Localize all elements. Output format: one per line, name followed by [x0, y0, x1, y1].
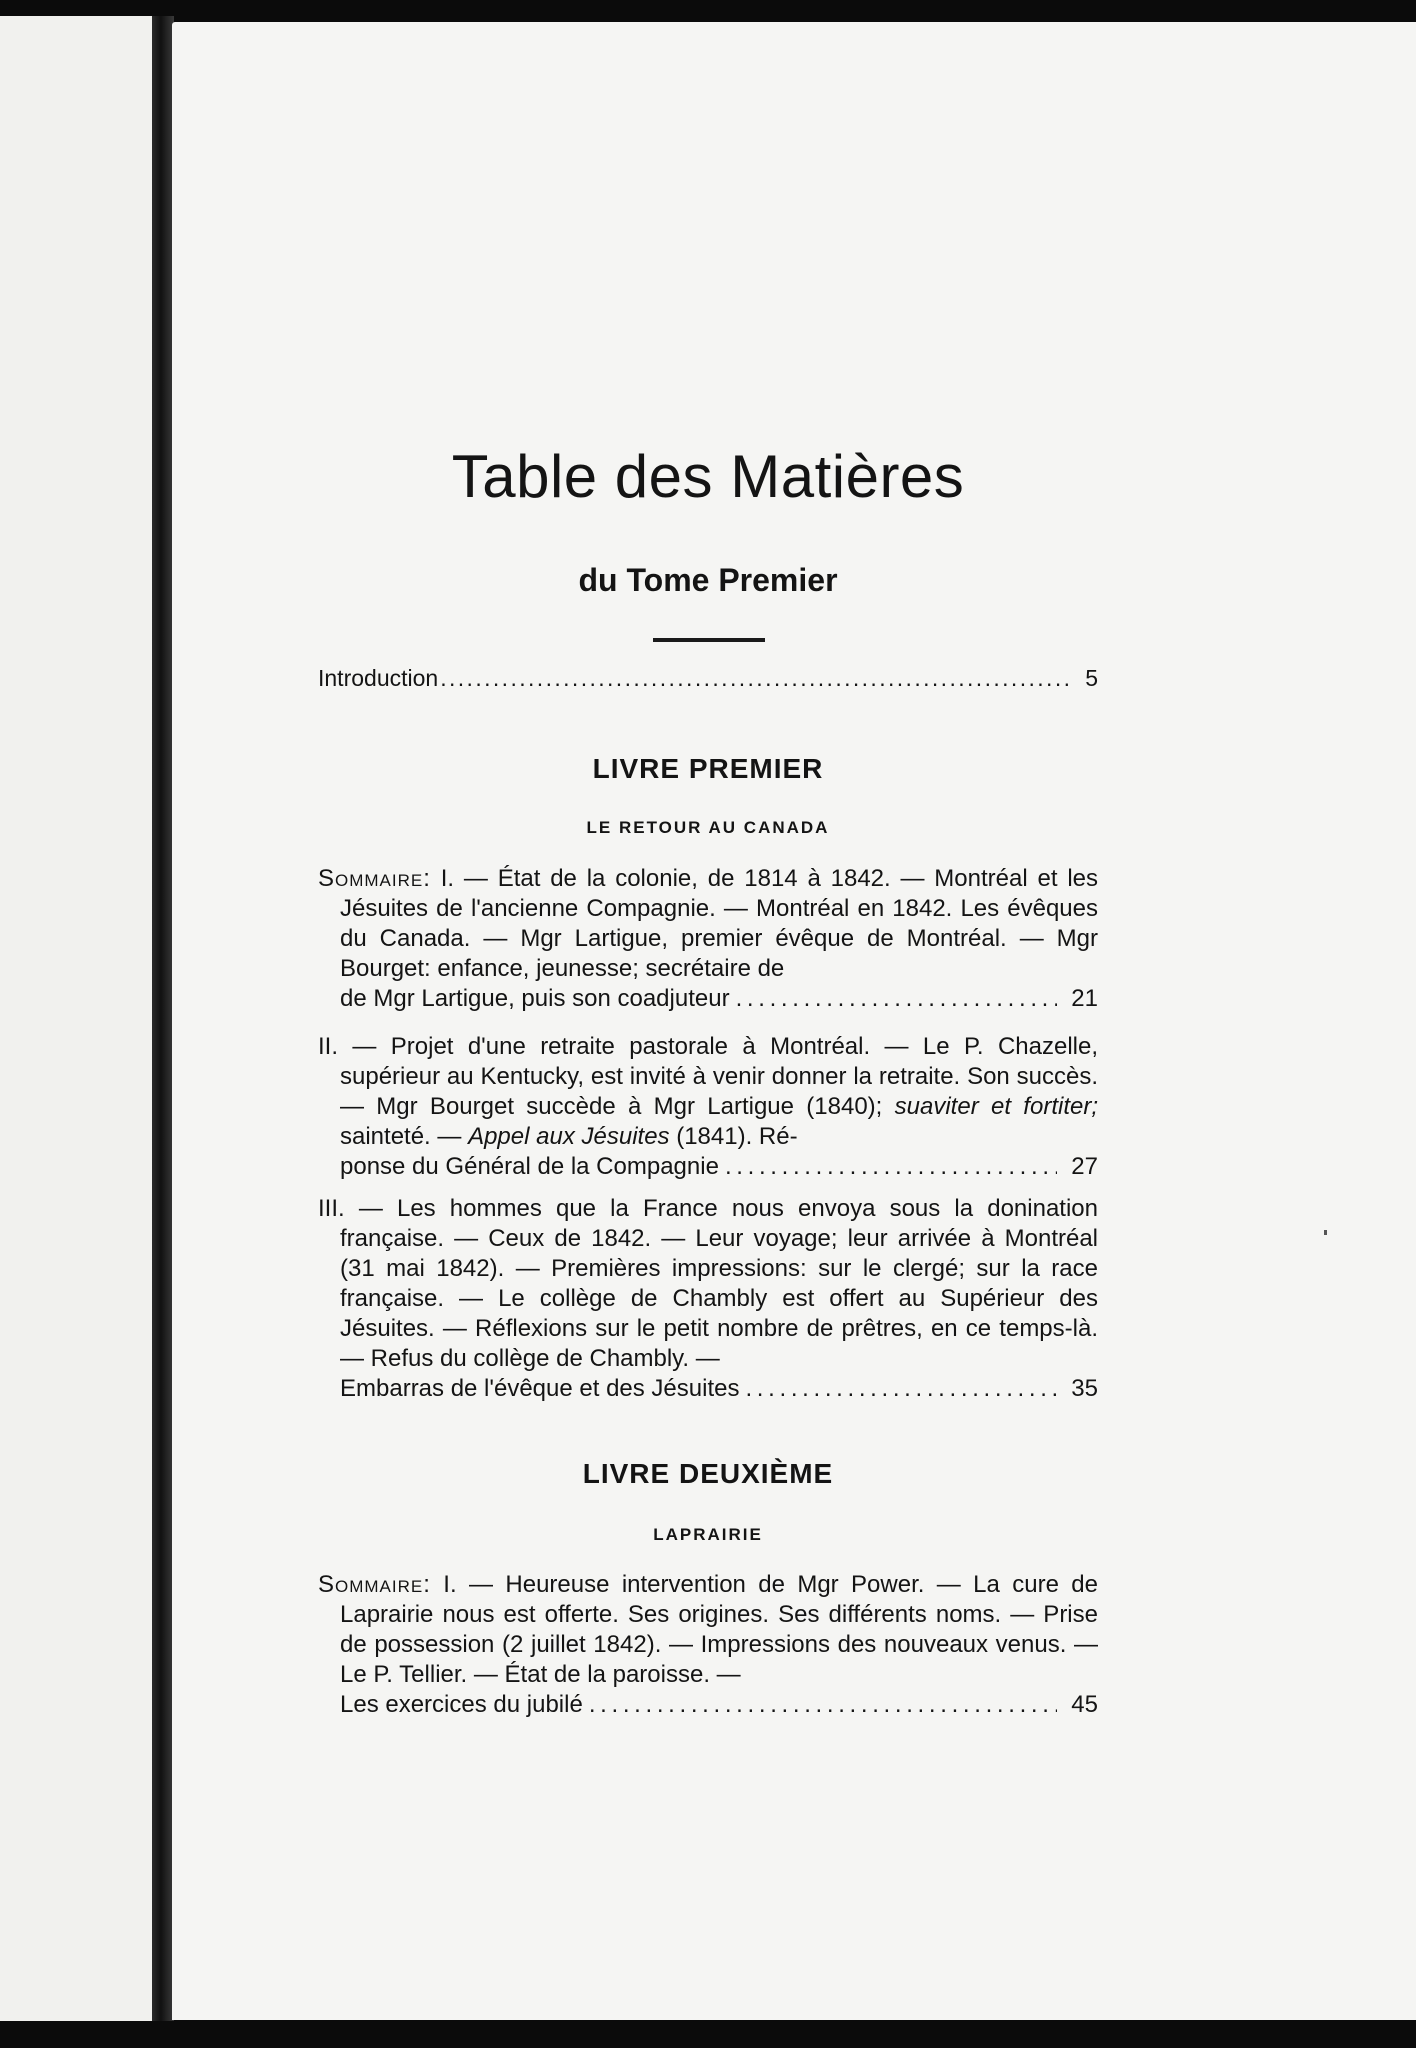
toc-page-number: 35: [1071, 1375, 1098, 1402]
entry-tail: [340, 1152, 1098, 1182]
speck-mark: [1324, 1230, 1327, 1235]
toc-entry-introduction[interactable]: [318, 662, 1098, 694]
leader-dots: [440, 662, 1071, 694]
toc-entry-label: Introduction: [318, 665, 439, 691]
toc-page-number: 45: [1071, 1691, 1098, 1718]
entry-text: sainteté. —: [340, 1123, 462, 1150]
toc-entry-summary[interactable]: [318, 1570, 1098, 1720]
entry-tail: [340, 1374, 1098, 1404]
entry-text: III. — Les hommes que la France nous envoya sous la donination française. — Ceux de 1842. — Leur voyage; leur arrivée à Montréal (31 mai 1842). — Premières impressions: sur le clergé; sur la race française. — Le collège de Chambly est offert au Supérieur des Jésuites. — Réflexions sur le petit nombre de prêtres, en ce temps-là. — Refus du collège de Chambly. —: [318, 1195, 1098, 1372]
entry-italic-text: Appel aux Jésuites: [468, 1123, 670, 1150]
livre-heading: LIVRE DEUXIÈME: [582, 1458, 834, 1489]
entry-tail: [340, 984, 1098, 1014]
livre-subheading: LE RETOUR AU CANADA: [586, 818, 830, 837]
toc-page-number: 5: [1085, 665, 1098, 691]
toc-page-number: 27: [1071, 1153, 1098, 1180]
entry-text: (1841). Ré-: [676, 1123, 798, 1150]
book-page: [172, 22, 1416, 2020]
entry-italic-text: suaviter et fortiter;: [894, 1093, 1098, 1120]
toc-entry-summary[interactable]: [318, 864, 1098, 1014]
toc-page-number: 21: [1071, 985, 1098, 1012]
leader-dots: [725, 1152, 1057, 1182]
leader-dots: [589, 1690, 1057, 1720]
entry-text: II. — Projet d'une retraite pastorale à Montréal. — Le P. Chazelle, supérieur au Kentucky, est invité à venir donner la retraite. Son succès. — Mgr Bourget succède à Mgr Lartigue (1840);: [318, 1033, 1098, 1120]
summary-lead: Sommaire:: [318, 865, 431, 892]
left-page-edge: [0, 16, 160, 2021]
entry-text: I. — État de la colonie, de 1814 à 1842. — Montréal et les Jésuites de l'ancienne Compagnie. — Montréal en 1842. Les évêques du Canada. — Mgr Lartigue, premier évêque de Montréal. — Mgr Bourget: enfance, jeunesse; secrétaire de: [340, 865, 1099, 982]
livre-subheading: LAPRAIRIE: [653, 1525, 763, 1544]
leader-dots: [736, 984, 1058, 1014]
entry-tail: [340, 1690, 1098, 1720]
entry-last-line: ponse du Général de la Compagnie: [340, 1153, 719, 1180]
entry-last-line: de Mgr Lartigue, puis son coadjuteur: [340, 985, 730, 1012]
book-spine: [152, 16, 174, 2021]
entry-text: I. — Heureuse intervention de Mgr Power. — La cure de Laprairie nous est offerte. Ses origines. Ses différents noms. — Prise de possession (2 juillet 1842). — Impressions des nouveaux venus. — Le P. Tellier. — État de la paroisse. —: [340, 1571, 1099, 1688]
page-subtitle: du Tome Premier: [578, 562, 838, 598]
title-rule: [653, 638, 765, 642]
page-title: Table des Matières: [451, 443, 965, 510]
entry-last-line: Embarras de l'évêque et des Jésuites: [340, 1375, 740, 1402]
summary-lead: Sommaire:: [318, 1571, 431, 1598]
livre-heading: LIVRE PREMIER: [592, 753, 824, 784]
toc-entry-part-iii[interactable]: [318, 1194, 1098, 1404]
leader-dots: [745, 1374, 1057, 1404]
toc-entry-part-ii[interactable]: [318, 1032, 1098, 1182]
entry-last-line: Les exercices du jubilé: [340, 1691, 583, 1718]
